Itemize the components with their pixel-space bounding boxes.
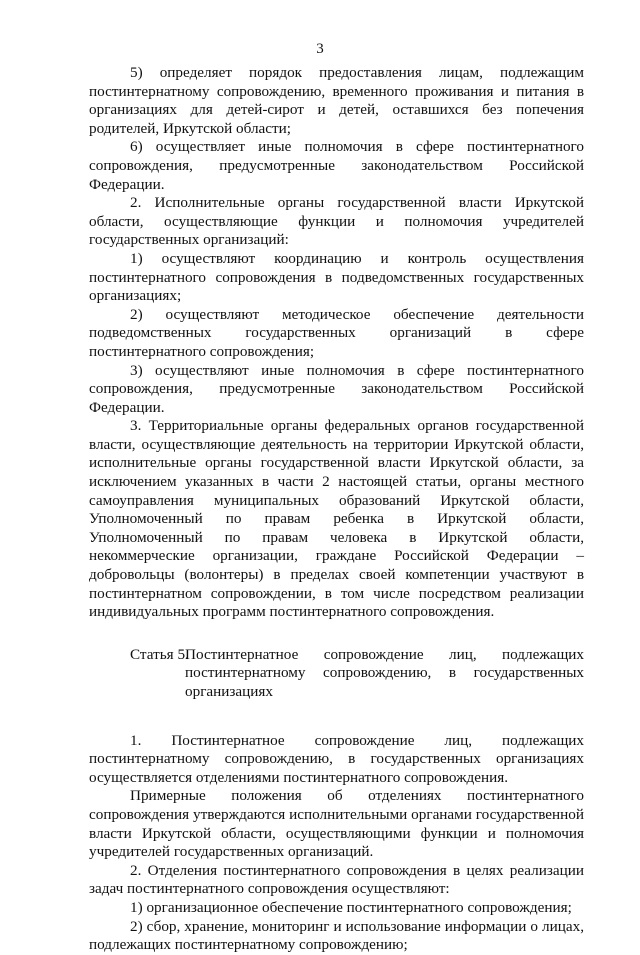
page-number: 3 [316, 41, 324, 57]
paragraph-article5-part-1: 1. Постинтернатное сопровождение лиц, подлежащих постинтернатному сопровождению, в государственных организациях осуществляется отделениями постинтернатного сопровождения. [89, 731, 584, 786]
article-label: Статья 5. [130, 645, 189, 663]
paragraph-article5-part-2: 2. Отделения постинтернатного сопровождения в целях реализации задач постинтернатного сопровождения осуществляют: [89, 861, 584, 898]
paragraph-article5-item-1: 1) организационное обеспечение постинтернатного сопровождения; [130, 898, 572, 916]
article-heading [89, 646, 584, 702]
paragraph-part-2-item-3: 3) осуществляют иные полномочия в сфере постинтернатного сопровождения, предусмотренные законодательством Российской Федерации. [89, 361, 584, 416]
paragraph-item-5: 5) определяет порядок предоставления лицам, подлежащим постинтернатному сопровождению, временного проживания и питания в организациях для детей-сирот и детей, оставшихся без попечения родителей, Иркутской области; [89, 64, 584, 137]
paragraph-article5-regulations: Примерные положения об отделениях постинтернатного сопровождения утверждаются исполнительными органами государственной власти Иркутской области, осуществляющими функции и полномочия учредителей государственных организаций. [89, 787, 584, 861]
paragraph-part-2-item-2: 2) осуществляют методическое обеспечение деятельности подведомственных государственных организаций в сфере постинтернатного сопровождения; [89, 305, 584, 360]
document-body [89, 64, 584, 955]
paragraph-item-6: 6) осуществляет иные полномочия в сфере постинтернатного сопровождения, предусмотренные законодательством Российской Федерации. [89, 138, 584, 193]
paragraph-article5-item-2: 2) сбор, хранение, мониторинг и использование информации о лицах, подлежащих постинтернатному сопровождению; [89, 917, 584, 954]
paragraph-part-3: 3. Территориальные органы федеральных органов государственной власти, осуществляющие деятельность на территории Иркутской области, исполнительные органы государственной власти Иркутской области, за исключением указанных в части 2 настоящей статьи, органы местного самоуправления муниципальных образований Иркутской области, Уполномоченный по правам ребенка в Иркутской области, Уполномоченный по правам человека в Иркутской области, некоммерческие организации, граждане Российской Федерации – добровольцы (волонтеры) в пределах своей компетенции участвуют в постинтернатном сопровождении, в том числе посредством реализации индивидуальных программ постинтернатного сопровождения. [89, 417, 584, 621]
article-title: Постинтернатное сопровождение лиц, подлежащих постинтернатному сопровождению, в государственных организациях [185, 645, 584, 700]
paragraph-part-2: 2. Исполнительные органы государственной власти Иркутской области, осуществляющие функции и полномочия учредителей государственных организаций: [89, 194, 584, 249]
paragraph-part-2-item-1: 1) осуществляют координацию и контроль осуществления постинтернатного сопровождения в подведомственных государственных организациях; [89, 249, 584, 305]
